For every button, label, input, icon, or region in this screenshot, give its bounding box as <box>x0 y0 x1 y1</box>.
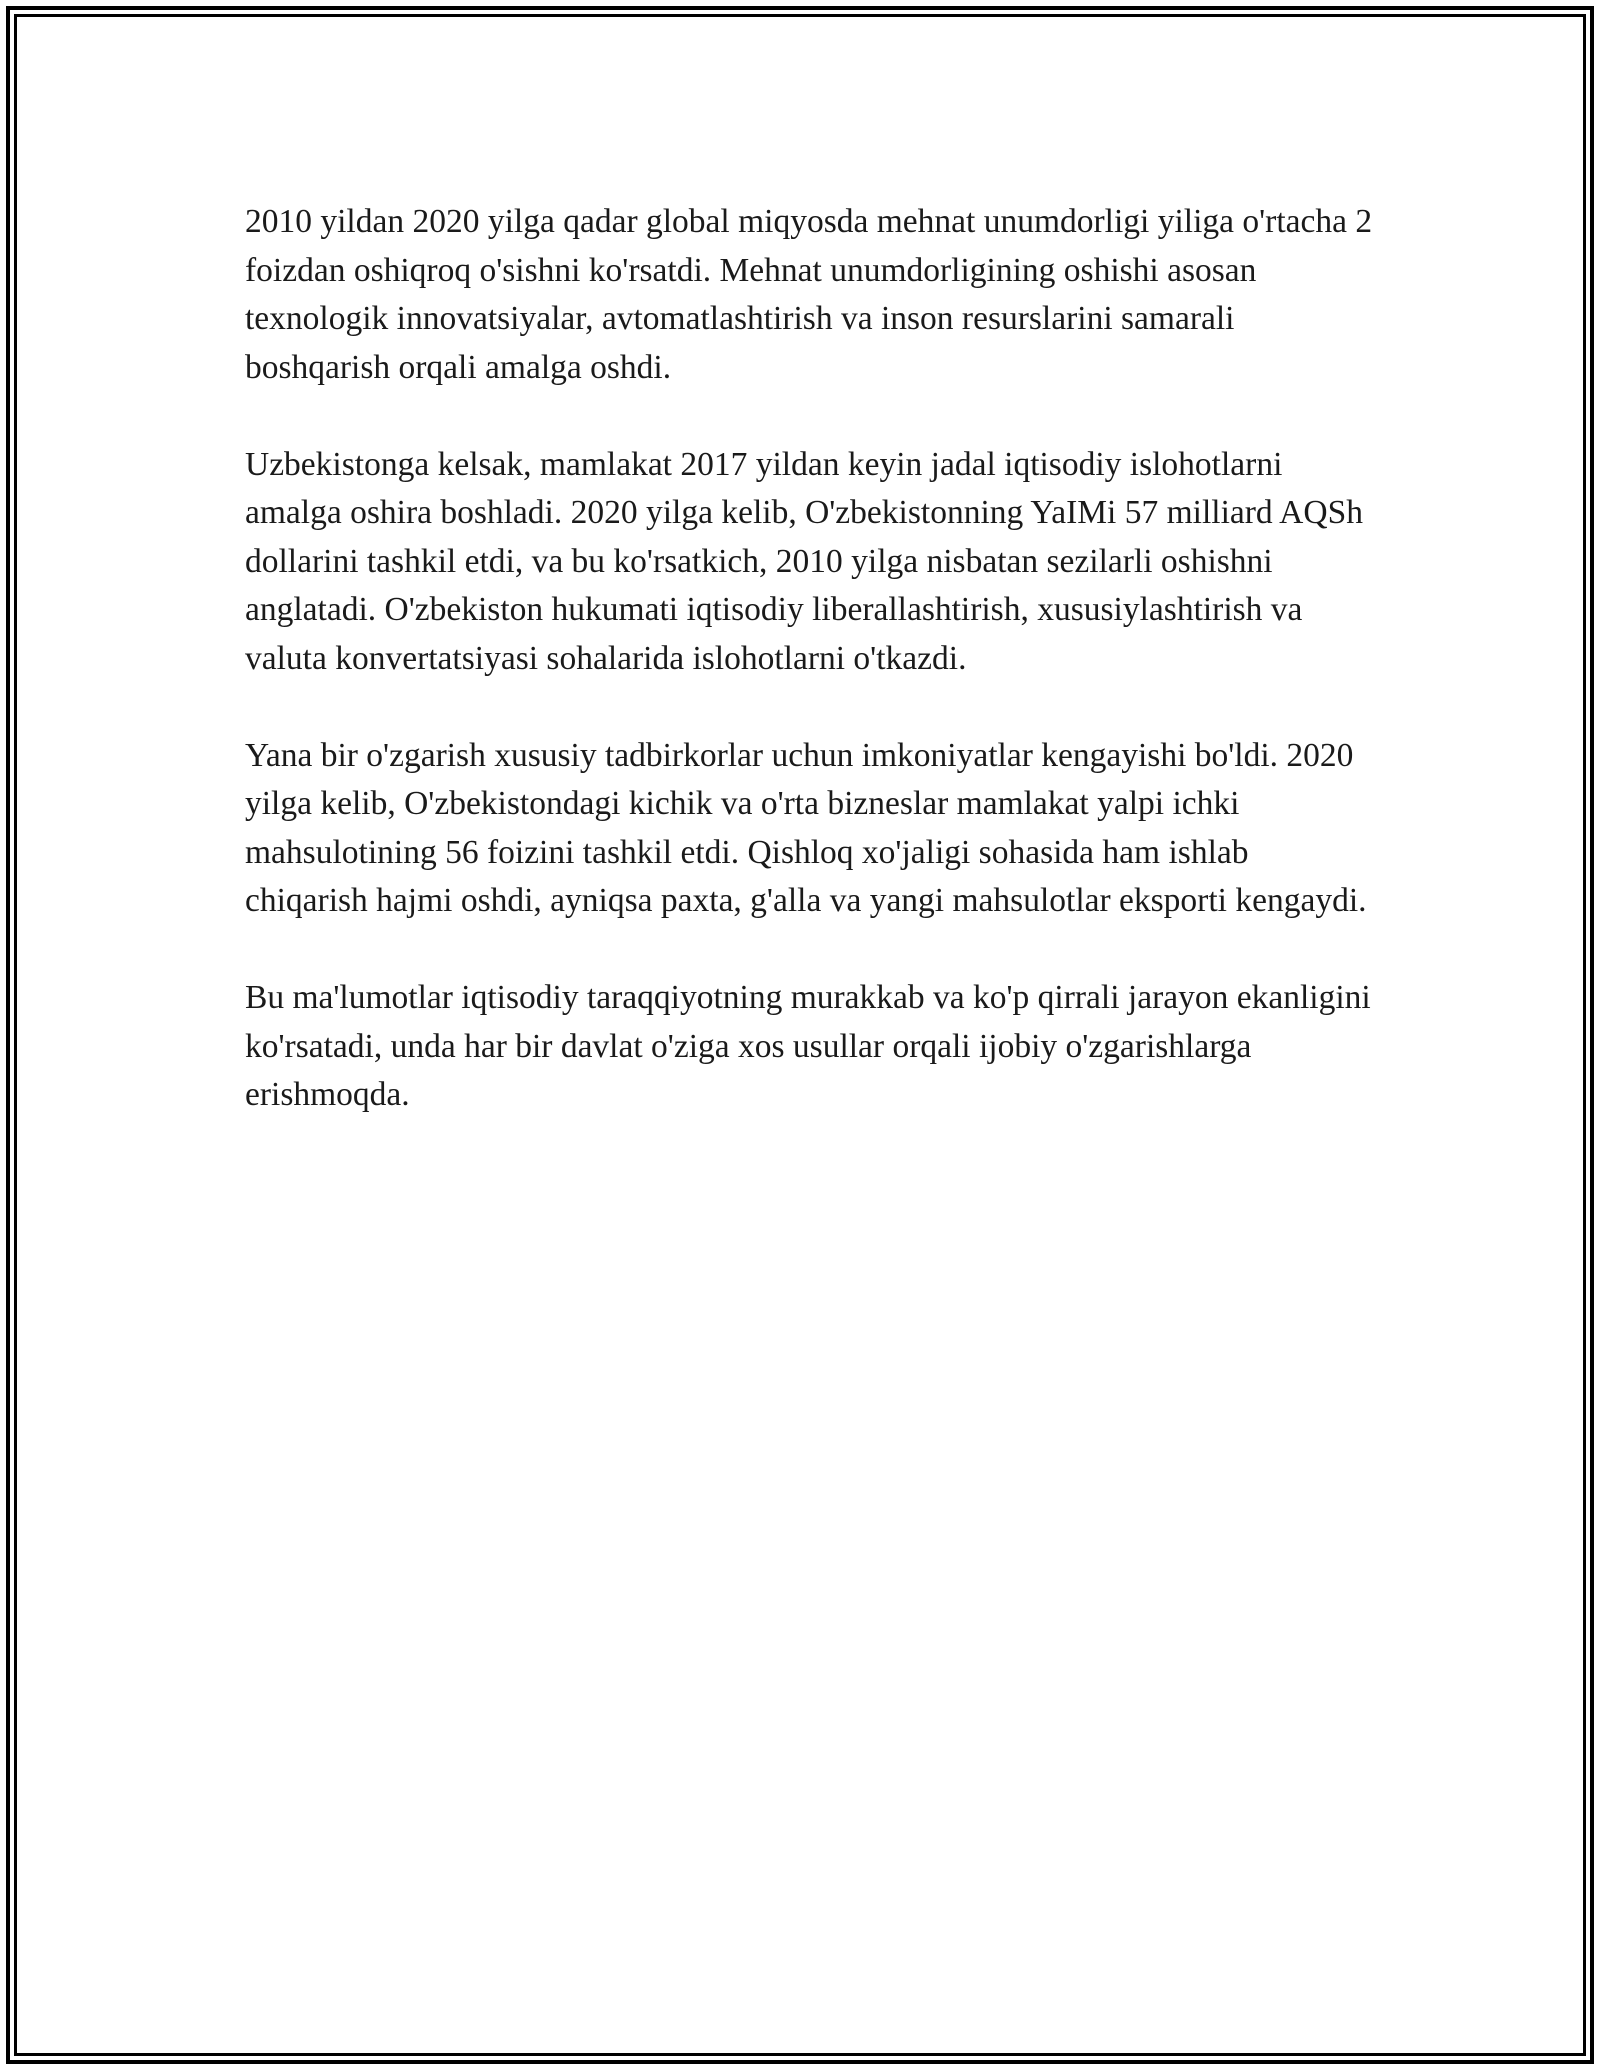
paragraph-3: Yana bir o'zgarish xususiy tadbirkorlar uchun imkoniyatlar kengayishi bo'ldi. 2020 yilga kelib, O'zbekistondagi kichik va o'rta bizneslar mamlakat yalpi ichki mahsulotining 56 foizini tashkil etdi. Qishloq xo'jaligi sohasida ham ishlab chiqarish hajmi oshdi, ayniqsa paxta, g'alla va yangi mahsulotlar eksporti kengaydi. <box>245 736 1367 919</box>
page-frame <box>6 6 1594 2064</box>
paragraph-2: Uzbekistonga kelsak, mamlakat 2017 yildan keyin jadal iqtisodiy islohotlarni amalga oshira boshladi. 2020 yilga kelib, O'zbekistonning YaIMi 57 milliard AQSh dollarini tashkil etdi, va bu ko'rsatkich, 2010 yilga nisbatan sezilarli oshishni anglatadi. O'zbekiston hukumati iqtisodiy liberallashtirish, xususiylashtirish va valuta konvertatsiyasi sohalarida islohotlarni o'tkazdi. <box>245 445 1363 677</box>
paragraph-1: 2010 yildan 2020 yilga qadar global miqyosda mehnat unumdorligi yiliga o'rtacha 2 foizdan oshiqroq o'sishni ko'rsatdi. Mehnat unumdorligining oshishi asosan texnologik innovatsiyalar, avtomatlashtirish va inson resurslarini samarali boshqarish orqali amalga oshdi. <box>245 203 1373 386</box>
document-body <box>245 198 1375 1168</box>
paragraph-4: Bu ma'lumotlar iqtisodiy taraqqiyotning murakkab va ko'p qirrali jarayon ekanligini ko'rsatadi, unda har bir davlat o'ziga xos usullar orqali ijobiy o'zgarishlarga erishmoqda. <box>245 979 1371 1113</box>
